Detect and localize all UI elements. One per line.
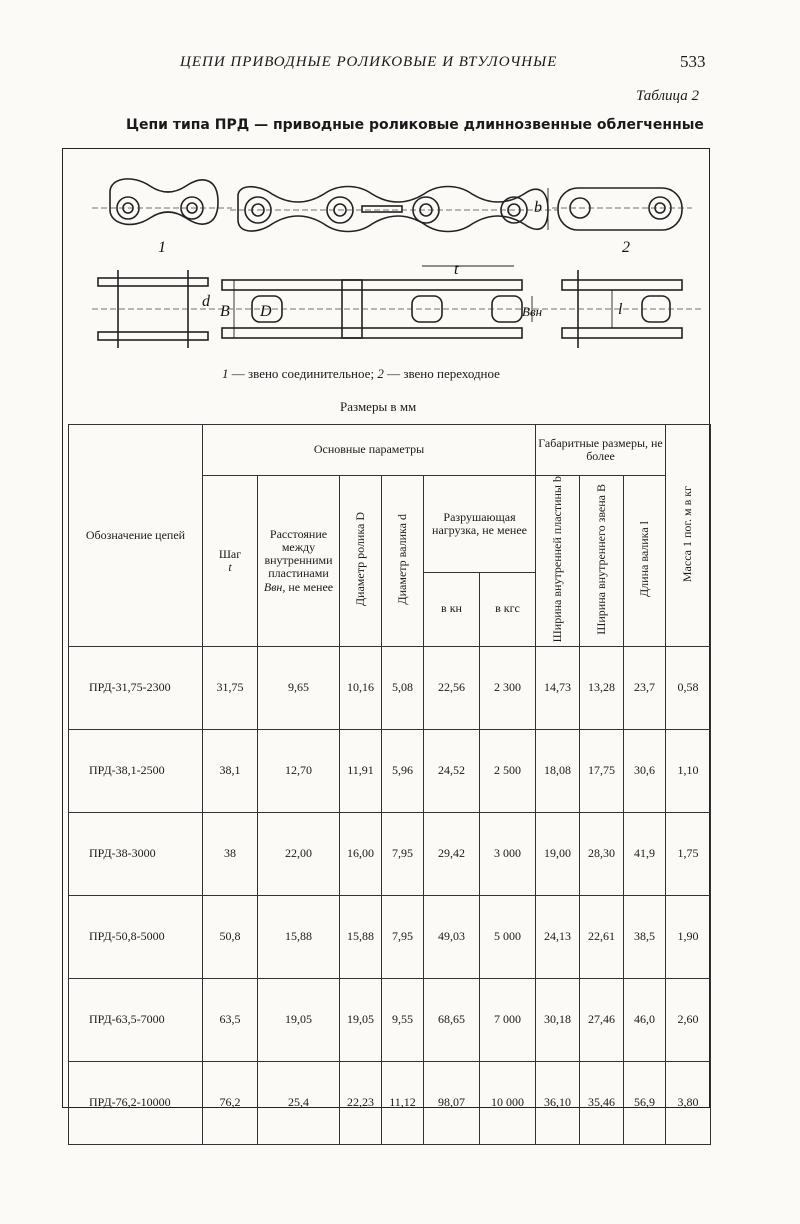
label-1: 1 bbox=[158, 239, 166, 256]
cell-kgs: 5 000 bbox=[480, 895, 536, 978]
cell-mass: 1,75 bbox=[666, 812, 711, 895]
cell-D: 10,16 bbox=[340, 646, 382, 729]
cell-mass: 2,60 bbox=[666, 978, 711, 1061]
cell-kgs: 10 000 bbox=[480, 1061, 536, 1144]
header-unit-kn: в кн bbox=[424, 572, 480, 646]
cell-t: 38,1 bbox=[203, 729, 258, 812]
table-number: Таблица 2 bbox=[636, 88, 699, 104]
caption-text2: — звено переходное bbox=[383, 366, 500, 381]
caption-n1: 1 bbox=[222, 366, 229, 381]
cell-kn: 68,65 bbox=[424, 978, 480, 1061]
header-pin-cell bbox=[382, 476, 424, 647]
cell-t: 50,8 bbox=[203, 895, 258, 978]
header-width-plate-cell bbox=[536, 476, 580, 647]
cell-t: 76,2 bbox=[203, 1061, 258, 1144]
table-row bbox=[69, 895, 711, 978]
cell-kgs: 7 000 bbox=[480, 978, 536, 1061]
cell-d: 9,55 bbox=[382, 978, 424, 1061]
cell-mass: 0,58 bbox=[666, 646, 711, 729]
cell-kgs: 2 500 bbox=[480, 729, 536, 812]
caption-n2: 2 bbox=[377, 366, 384, 381]
dim-d: d bbox=[202, 293, 210, 310]
cell-d: 11,12 bbox=[382, 1061, 424, 1144]
cell-kgs: 3 000 bbox=[480, 812, 536, 895]
cell-d: 7,95 bbox=[382, 895, 424, 978]
cell-kn: 22,56 bbox=[424, 646, 480, 729]
table-title: Цепи типа ПРД — приводные роликовые длиннозвенные облегченные bbox=[126, 117, 704, 133]
page-number: 533 bbox=[680, 52, 706, 71]
label-2: 2 bbox=[622, 239, 630, 256]
table-row bbox=[69, 729, 711, 812]
cell-d: 7,95 bbox=[382, 812, 424, 895]
cell-name: ПРД-38,1-2500 bbox=[69, 729, 203, 812]
running-head: ЦЕПИ ПРИВОДНЫЕ РОЛИКОВЫЕ И ВТУЛОЧНЫЕ bbox=[180, 54, 558, 70]
dim-Bvn: Bвн bbox=[522, 304, 543, 319]
chain-drawing bbox=[62, 150, 710, 360]
header-pitch-cell bbox=[203, 476, 258, 647]
header-pitch: Шаг bbox=[218, 546, 242, 561]
cell-D: 19,05 bbox=[340, 978, 382, 1061]
cell-B: 22,61 bbox=[580, 895, 624, 978]
cell-kgs: 2 300 bbox=[480, 646, 536, 729]
cell-B: 13,28 bbox=[580, 646, 624, 729]
cell-l: 23,7 bbox=[624, 646, 666, 729]
header-roller-cell bbox=[340, 476, 382, 647]
cell-d: 5,96 bbox=[382, 729, 424, 812]
cell-bvn: 19,05 bbox=[258, 978, 340, 1061]
cell-name: ПРД-76,2-10000 bbox=[69, 1061, 203, 1144]
cell-kn: 98,07 bbox=[424, 1061, 480, 1144]
dim-b: b bbox=[534, 199, 542, 216]
header-mass-cell bbox=[666, 425, 711, 647]
table-row bbox=[69, 646, 711, 729]
caption-text1: — звено соединительное; bbox=[228, 366, 378, 381]
cell-l: 46,0 bbox=[624, 978, 666, 1061]
dim-t: t bbox=[454, 261, 459, 278]
cell-d: 5,08 bbox=[382, 646, 424, 729]
header-designation: Обозначение цепей bbox=[69, 425, 203, 647]
cell-bvn: 15,88 bbox=[258, 895, 340, 978]
cell-D: 15,88 bbox=[340, 895, 382, 978]
header-distance-sym: Bвн, bbox=[263, 579, 286, 594]
cell-t: 31,75 bbox=[203, 646, 258, 729]
cell-b: 36,10 bbox=[536, 1061, 580, 1144]
cell-B: 35,46 bbox=[580, 1061, 624, 1144]
cell-B: 27,46 bbox=[580, 978, 624, 1061]
cell-mass: 3,80 bbox=[666, 1061, 711, 1144]
cell-l: 30,6 bbox=[624, 729, 666, 812]
header-mass: Масса 1 пог. м в кг bbox=[680, 485, 695, 582]
cell-l: 38,5 bbox=[624, 895, 666, 978]
dim-B: B bbox=[220, 303, 230, 320]
cell-l: 41,9 bbox=[624, 812, 666, 895]
cell-l: 56,9 bbox=[624, 1061, 666, 1144]
header-width-link-cell bbox=[580, 476, 624, 647]
header-pin-diam: Диаметр валика d bbox=[394, 513, 409, 605]
header-pitch-sym: t bbox=[228, 559, 232, 574]
header-distance-1: Расстояние между внутренними пластинами bbox=[264, 526, 333, 581]
table-row bbox=[69, 1061, 711, 1144]
cell-kn: 49,03 bbox=[424, 895, 480, 978]
header-distance-2: не менее bbox=[288, 579, 334, 594]
dim-D: D bbox=[260, 303, 272, 320]
cell-b: 19,00 bbox=[536, 812, 580, 895]
dim-l: l bbox=[618, 301, 623, 318]
header-breaking-load: Разрушающая нагрузка, не менее bbox=[424, 476, 536, 573]
header-width-inner-link: Ширина внутреннего звена B bbox=[593, 483, 608, 635]
cell-b: 24,13 bbox=[536, 895, 580, 978]
cell-b: 30,18 bbox=[536, 978, 580, 1061]
header-main-params: Основные параметры bbox=[203, 425, 536, 476]
table-row bbox=[69, 978, 711, 1061]
header-width-inner-plate: Ширина внутренней пластины b bbox=[549, 476, 564, 643]
header-pin-length-cell bbox=[624, 476, 666, 647]
cell-kn: 24,52 bbox=[424, 729, 480, 812]
cell-D: 22,23 bbox=[340, 1061, 382, 1144]
header-roller-diam: Диаметр ролика D bbox=[352, 512, 367, 607]
cell-bvn: 22,00 bbox=[258, 812, 340, 895]
header-distance-cell bbox=[258, 476, 340, 647]
units-note: Размеры в мм bbox=[340, 399, 417, 414]
cell-D: 16,00 bbox=[340, 812, 382, 895]
cell-bvn: 12,70 bbox=[258, 729, 340, 812]
cell-B: 28,30 bbox=[580, 812, 624, 895]
cell-D: 11,91 bbox=[340, 729, 382, 812]
header-overall: Габаритные размеры, не более bbox=[536, 425, 666, 476]
cell-bvn: 25,4 bbox=[258, 1061, 340, 1144]
cell-mass: 1,10 bbox=[666, 729, 711, 812]
cell-name: ПРД-50,8-5000 bbox=[69, 895, 203, 978]
header-unit-kgs: в кгс bbox=[480, 572, 536, 646]
cell-t: 38 bbox=[203, 812, 258, 895]
cell-name: ПРД-38-3000 bbox=[69, 812, 203, 895]
cell-B: 17,75 bbox=[580, 729, 624, 812]
cell-b: 18,08 bbox=[536, 729, 580, 812]
chain-table bbox=[68, 424, 711, 1145]
cell-kn: 29,42 bbox=[424, 812, 480, 895]
cell-name: ПРД-31,75-2300 bbox=[69, 646, 203, 729]
drawing-caption bbox=[222, 366, 500, 382]
cell-b: 14,73 bbox=[536, 646, 580, 729]
cell-name: ПРД-63,5-7000 bbox=[69, 978, 203, 1061]
cell-bvn: 9,65 bbox=[258, 646, 340, 729]
cell-t: 63,5 bbox=[203, 978, 258, 1061]
table-row bbox=[69, 812, 711, 895]
header-pin-length: Длина валика l bbox=[636, 521, 651, 598]
cell-mass: 1,90 bbox=[666, 895, 711, 978]
